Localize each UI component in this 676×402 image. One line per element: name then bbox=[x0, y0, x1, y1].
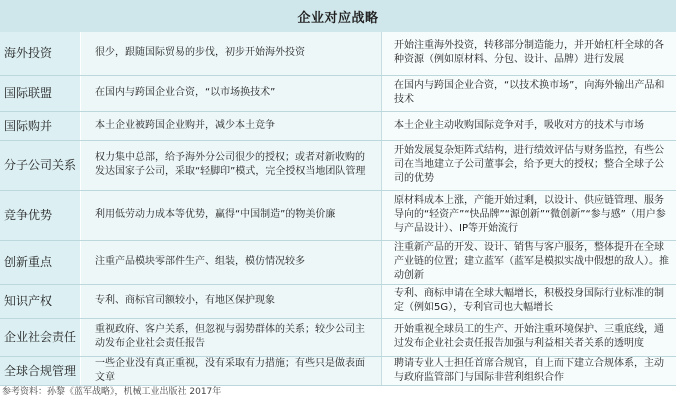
row-later-stage: 开始重视全球员工的生产、开始注重环境保护、三重底线，通过发布企业社会责任报告加强与利益相关者关系的透明度 bbox=[382, 318, 676, 356]
row-early-stage: 专利、商标官司额较小，有地区保护现象 bbox=[81, 284, 382, 318]
row-later-stage: 专利、商标申请在全球大幅增长，积极投身国际行业标准的制定（例如5G），专利官司也大幅增长 bbox=[382, 284, 676, 318]
table-row bbox=[0, 111, 676, 140]
row-early-stage: 权力集中总部，给予海外分公司很少的授权；或者对新收购的发达国家子公司，采取“轻脚印”模式，完全授权当地团队管理 bbox=[81, 140, 382, 190]
row-early-stage: 一些企业没有真正重视，没有采取有力措施；有些只是做表面文章 bbox=[81, 356, 382, 385]
row-early-stage: 重视政府、客户关系，但忽视与弱势群体的关系；较少公司主动发布企业社会责任报告 bbox=[81, 318, 382, 356]
row-category: 国际购并 bbox=[0, 111, 81, 140]
row-early-stage: 本土企业被跨国企业购并，减少本土竞争 bbox=[81, 111, 382, 140]
row-category: 创新重点 bbox=[0, 240, 81, 284]
table-row bbox=[0, 284, 676, 318]
row-later-stage: 本土企业主动收购国际竞争对手，吸收对方的技术与市场 bbox=[382, 111, 676, 140]
table-row bbox=[0, 75, 676, 111]
table-row bbox=[0, 240, 676, 284]
table-title: 企业对应战略 bbox=[0, 0, 676, 32]
row-category: 海外投资 bbox=[0, 32, 81, 75]
row-early-stage: 很少，跟随国际贸易的步伐，初步开始海外投资 bbox=[81, 32, 382, 75]
row-later-stage: 注重新产品的开发、设计、销售与客户服务，整体提升在全球产业链的位置；建立蓝军（蓝军是模拟实战中假想的敌人）。推动创新 bbox=[382, 240, 676, 284]
table-row bbox=[0, 356, 676, 385]
row-early-stage: 在国内与跨国企业合资，“以市场换技术” bbox=[81, 75, 382, 111]
row-later-stage: 开始注重海外投资，转移部分制造能力，并开始杠杆全球的各种资源（例如原材料、分包、设计、品牌）进行发展 bbox=[382, 32, 676, 75]
row-early-stage: 利用低劳动力成本等优势，赢得“中国制造”的物美价廉 bbox=[81, 190, 382, 240]
row-category: 知识产权 bbox=[0, 284, 81, 318]
row-later-stage: 聘请专业人士担任首席合规官，自上而下建立合规体系，主动与政府监管部门与国际非营利组织合作 bbox=[382, 356, 676, 385]
row-category: 国际联盟 bbox=[0, 75, 81, 111]
row-early-stage: 注重产品模块零部件生产、组装，模仿情况较多 bbox=[81, 240, 382, 284]
row-later-stage: 原材料成本上涨，产能开始过剩，以设计、供应链管理、服务导向的“轻资产”“快品牌”“源创新”“微创新”“参与感”（用户参与产品设计）、IP等开始流行 bbox=[382, 190, 676, 240]
strategy-table-body bbox=[0, 32, 676, 385]
row-category: 分子公司关系 bbox=[0, 140, 81, 190]
reference-footnote: 参考资料：孙黎《蓝军战略》，机械工业出版社 2017年 bbox=[2, 387, 222, 397]
table-row bbox=[0, 318, 676, 356]
row-later-stage: 开始发展复杂矩阵式结构，进行绩效评估与财务监控，有些公司在当地建立子公司董事会，给予更大的授权；整合全球子公司的优势 bbox=[382, 140, 676, 190]
table-row bbox=[0, 140, 676, 190]
row-category: 企业社会责任 bbox=[0, 318, 81, 356]
table-row bbox=[0, 190, 676, 240]
row-category: 全球合规管理 bbox=[0, 356, 81, 385]
row-later-stage: 在国内与跨国企业合资，“以技术换市场”，向海外输出产品和技术 bbox=[382, 75, 676, 111]
table-row bbox=[0, 32, 676, 75]
strategy-table bbox=[0, 32, 676, 386]
row-category: 竞争优势 bbox=[0, 190, 81, 240]
